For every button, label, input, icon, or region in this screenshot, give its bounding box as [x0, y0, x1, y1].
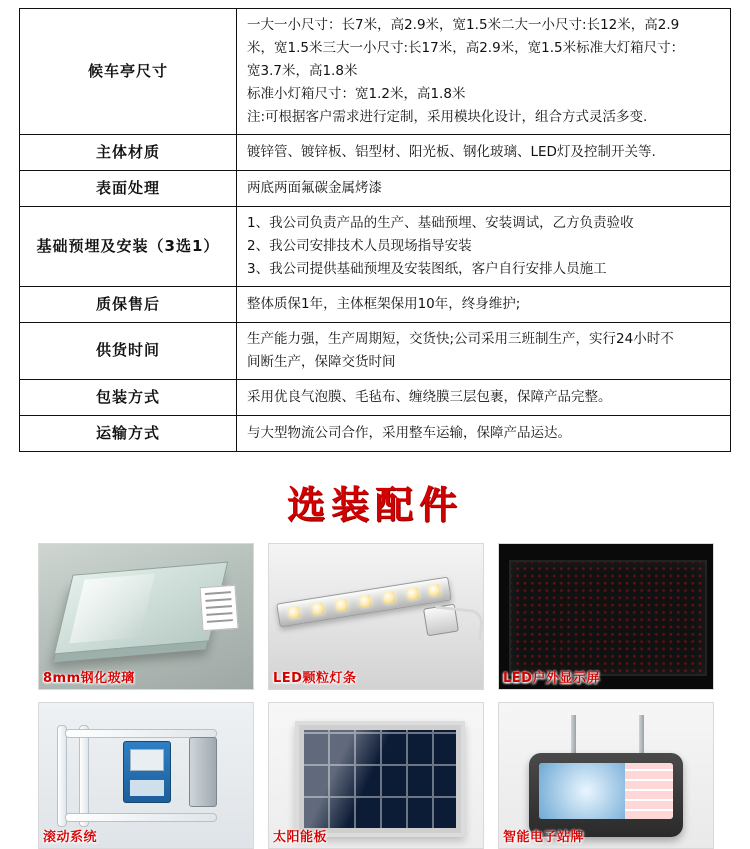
accessory-card-solar-panel [268, 702, 484, 849]
accessory-caption: LED户外显示屏 [503, 671, 600, 687]
table-row [20, 416, 731, 452]
spec-line: 宽3.7米，高1.8米 [247, 62, 358, 79]
table-row [20, 323, 731, 380]
accessory-card-rolling-system [38, 702, 254, 849]
glass-label-sticker [200, 585, 239, 631]
product-detail-page [0, 8, 750, 846]
roller-rail-shape [65, 813, 217, 822]
spec-label: 主体材质 [20, 134, 237, 170]
spec-line: 采用优良气泡膜、毛毡布、缠绕膜三层包裹，保障产品完整。 [247, 389, 612, 406]
spec-line: 2、我公司安排技术人员现场指导安装 [247, 238, 472, 255]
spec-value [237, 323, 731, 380]
table-row [20, 379, 731, 415]
roller-motor-shape [189, 737, 217, 807]
spec-value [237, 286, 731, 322]
spec-label: 表面处理 [20, 170, 237, 206]
solar-frame-shape [295, 721, 465, 837]
spec-line: 标准小灯箱尺寸：宽1.2米，高1.8米 [247, 85, 466, 102]
accessory-card-smart-sign [498, 702, 714, 849]
accessory-caption: LED颗粒灯条 [273, 671, 357, 687]
accessory-caption: 太阳能板 [273, 830, 328, 846]
spec-value [237, 416, 731, 452]
sign-screen-shape [539, 763, 673, 819]
spec-value [237, 134, 731, 170]
spec-line: 生产能力强，生产周期短，交货快;公司采用三班制生产，实行24小时不 [247, 331, 674, 348]
accessory-card-led-display [498, 543, 714, 690]
spec-label: 质保售后 [20, 286, 237, 322]
table-row [20, 207, 731, 287]
roller-tube-shape [57, 725, 67, 827]
spec-value [237, 170, 731, 206]
table-row [20, 170, 731, 206]
spec-label: 基础预埋及安装（3选1） [20, 207, 237, 287]
led-wire-shape [433, 606, 484, 640]
table-row [20, 134, 731, 170]
table-row [20, 9, 731, 135]
spec-line: 与大型物流公司合作，采用整车运输，保障产品运达。 [247, 425, 571, 442]
accessory-caption: 8mm钢化玻璃 [43, 671, 135, 687]
specification-table [19, 8, 731, 452]
spec-line: 整体质保1年，主体框架保用10年，终身维护; [247, 296, 521, 313]
spec-line: 注:可根据客户需求进行定制，采用模块化设计，组合方式灵活多变. [247, 108, 648, 125]
accessory-caption: 滚动系统 [43, 830, 98, 846]
accessory-caption: 智能电子站牌 [503, 830, 585, 846]
spec-line: 一大一小尺寸：长7米，高2.9米，宽1.5米二大一小尺寸:长12米，高2.9 [247, 17, 680, 33]
spec-line: 米，宽1.5米三大一小尺寸:长17米，高2.9米，宽1.5米标准大灯箱尺寸： [247, 39, 685, 56]
spec-line: 1、我公司负责产品的生产、基础预埋、安装调试，乙方负责验收 [247, 215, 634, 232]
section-title: 选装配件 [286, 483, 463, 528]
spec-line: 间断生产，保障交货时间 [247, 354, 396, 371]
sign-body-shape [529, 753, 683, 837]
spec-line: 镀锌管、镀锌板、铝型材、阳光板、钢化玻璃、LED灯及控制开关等. [247, 143, 656, 160]
spec-label: 运输方式 [20, 416, 237, 452]
led-module-shape [509, 560, 707, 676]
spec-line: 3、我公司提供基础预埋及安装图纸，客户自行安排人员施工 [247, 260, 607, 277]
spec-label: 包装方式 [20, 379, 237, 415]
spec-label: 候车亭尺寸 [20, 9, 237, 135]
spec-line: 两底两面氟碳金属烤漆 [247, 180, 382, 197]
spec-value [237, 207, 731, 287]
spec-label: 供货时间 [20, 323, 237, 380]
accessory-card-tempered-glass [38, 543, 254, 690]
accessory-grid [0, 543, 750, 847]
roller-tube-shape [79, 725, 89, 827]
accessory-card-led-strip [268, 543, 484, 690]
controller-box-shape [123, 741, 171, 803]
spec-value [237, 379, 731, 415]
table-row [20, 286, 731, 322]
spec-value [237, 9, 731, 135]
